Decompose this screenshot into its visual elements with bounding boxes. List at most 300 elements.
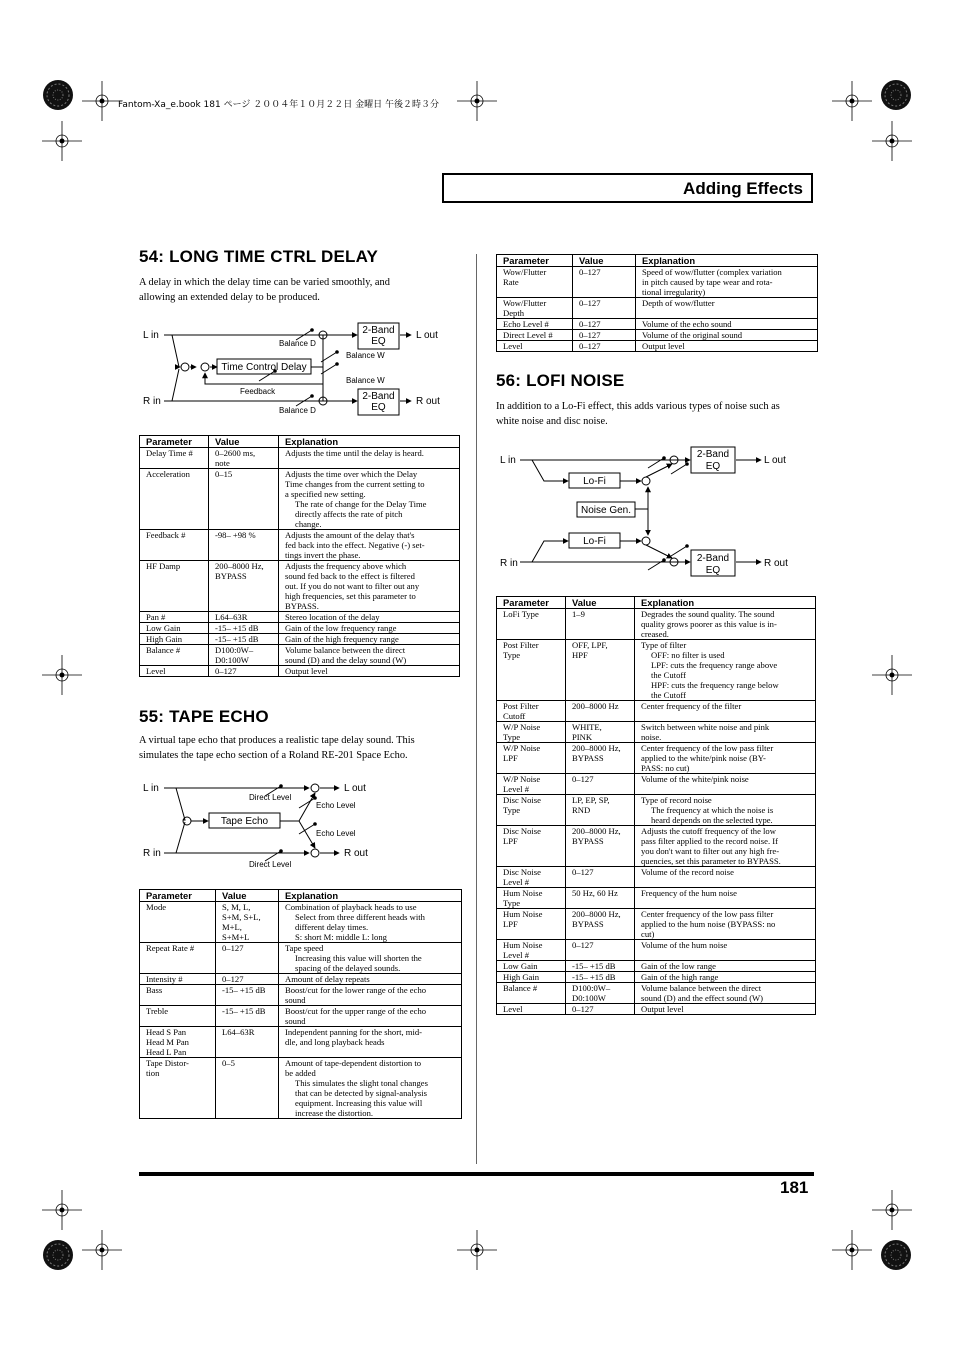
cell-line: 0–127 — [572, 1004, 594, 1014]
cell-line: Amount of tape-dependent distortion to — [285, 1058, 422, 1068]
value-cell — [209, 530, 279, 561]
value-cell — [209, 623, 279, 634]
tape-echo-block: Tape Echo — [220, 816, 269, 827]
column-header: Value — [216, 890, 279, 902]
r-in-label: R in — [143, 396, 161, 407]
cell-line: Disc Noise — [503, 867, 541, 877]
table-row — [497, 972, 816, 983]
cell-line: High Gain — [503, 972, 540, 982]
l-in-label: L in — [143, 330, 159, 341]
cell-line: 0–127 — [579, 298, 601, 308]
cell-line: sound (D) and the delay sound (W) — [285, 655, 407, 665]
cell-line: Level # — [503, 877, 530, 887]
section-55-description: A virtual tape echo that produces a realistic tape delay sound. This simulates the tape echo section of a Roland RE-201 Space Echo. — [139, 735, 415, 761]
lofi-noise-diagram — [496, 444, 816, 579]
cell-line: applied to the hum noise (BYPASS: no — [641, 919, 776, 929]
parameter-cell — [497, 722, 566, 743]
cell-line: the Cutoff — [651, 670, 686, 680]
table-row — [140, 448, 460, 469]
explanation-cell — [279, 448, 460, 469]
parameter-cell — [140, 1006, 216, 1027]
explanation-cell — [635, 701, 816, 722]
value-cell — [573, 341, 636, 352]
cell-line: tings invert the phase. — [285, 550, 361, 560]
cell-line: 0–15 — [215, 469, 233, 479]
parameter-cell — [140, 985, 216, 1006]
cell-line: be added — [285, 1068, 316, 1078]
cell-line: Wow/Flutter — [503, 267, 547, 277]
explanation-cell — [279, 666, 460, 677]
explanation-cell — [279, 623, 460, 634]
explanation-cell — [635, 940, 816, 961]
section-56-description: In addition to a Lo-Fi effect, this adds various types of noise such as white noise and disc noise. — [496, 401, 780, 427]
cell-line: -15– +15 dB — [215, 623, 259, 633]
cell-line: sound — [285, 995, 306, 1005]
table-row — [140, 974, 462, 985]
value-cell — [566, 826, 635, 867]
eq-label-top: 2-Band — [696, 449, 730, 460]
cell-line: Output level — [285, 666, 328, 676]
cell-line: -15– +15 dB — [572, 972, 616, 982]
parameter-cell — [140, 974, 216, 985]
cell-line: M+L, — [222, 922, 242, 932]
explanation-cell — [636, 319, 818, 330]
cell-line: quencies, set this parameter to BYPASS. — [641, 856, 781, 866]
eq-label-bottom: EQ — [705, 461, 721, 472]
cell-line: D0:100W — [215, 655, 249, 665]
cell-line: Increasing this value will shorten the — [295, 953, 422, 963]
cell-line: -98– +98 % — [215, 530, 256, 540]
table-row — [497, 983, 816, 1004]
explanation-cell — [279, 985, 462, 1006]
explanation-cell — [279, 1006, 462, 1027]
value-cell — [566, 640, 635, 701]
balance-d-label: Balance D — [279, 339, 316, 348]
r-out-label: R out — [416, 396, 440, 407]
tape-echo-diagram — [139, 778, 459, 873]
cell-line: Adjusts the amount of the delay that's — [285, 530, 415, 540]
l-in-label: L in — [500, 455, 516, 466]
cell-line: Output level — [642, 341, 685, 351]
cell-line: 0–127 — [579, 267, 601, 277]
cell-line: change. — [295, 519, 322, 529]
value-cell — [566, 867, 635, 888]
parameter-cell — [140, 666, 209, 677]
cell-line: Frequency of the hum noise — [641, 888, 737, 898]
cell-line: Independent panning for the short, mid- — [285, 1027, 422, 1037]
value-cell — [209, 561, 279, 612]
value-cell — [209, 448, 279, 469]
cell-line: creased. — [641, 629, 669, 639]
table-row — [497, 909, 816, 940]
l-out-label: L out — [416, 330, 438, 341]
explanation-cell — [279, 1058, 462, 1119]
cell-line: LP, EP, SP, — [572, 795, 610, 805]
eq-label-bottom: EQ — [371, 336, 386, 347]
cell-line: D100:0W– — [215, 645, 254, 655]
l-in-label: L in — [143, 783, 159, 794]
table-row — [497, 609, 816, 640]
cell-line: Type of filter — [641, 640, 687, 650]
value-cell — [566, 961, 635, 972]
cell-line: 0–127 — [222, 943, 244, 953]
value-cell — [566, 701, 635, 722]
chapter-header-box — [442, 173, 813, 203]
cell-line: LoFi Type — [503, 609, 539, 619]
parameter-cell — [497, 983, 566, 1004]
table-row — [497, 701, 816, 722]
cell-line: The frequency at which the noise is — [651, 805, 774, 815]
cell-line: Center frequency of the filter — [641, 701, 742, 711]
cell-line: Type — [503, 805, 521, 815]
cell-line: Level — [146, 666, 166, 676]
explanation-cell — [635, 972, 816, 983]
cell-line: Type — [503, 650, 521, 660]
cell-line: Volume of the echo sound — [642, 319, 732, 329]
value-cell — [566, 609, 635, 640]
cell-line: Depth — [503, 308, 525, 318]
cell-line: -15– +15 dB — [215, 634, 259, 644]
eq-label-top: 2-Band — [362, 325, 395, 336]
cell-line: 200–8000 Hz, — [572, 909, 621, 919]
cell-line: Mode — [146, 902, 167, 912]
cell-line: Volume of the original sound — [642, 330, 743, 340]
value-cell — [566, 795, 635, 826]
cell-line: Time changes from the current setting to — [285, 479, 425, 489]
cell-line: Switch between white noise and pink — [641, 722, 770, 732]
cell-line: Adjusts the cutoff frequency of the low — [641, 826, 776, 836]
cell-line: High Gain — [146, 634, 183, 644]
cell-line: 0–127 — [572, 774, 594, 784]
value-cell — [216, 1058, 279, 1119]
cell-line: Type — [503, 732, 521, 742]
cell-line: Volume balance between the direct — [285, 645, 406, 655]
cell-line: Level # — [503, 784, 530, 794]
cell-line: in pitch caused by tape wear and rota- — [642, 277, 773, 287]
cell-line: Type of record noise — [641, 795, 712, 805]
long-time-ctrl-delay-diagram — [139, 318, 459, 423]
cell-line: Rate — [503, 277, 519, 287]
print-header: Fantom-Xa_e.book 181 ページ ２００４年１０月２２日 金曜日 午後２時３分 — [118, 100, 439, 110]
value-cell — [566, 888, 635, 909]
cell-line: Volume of the white/pink noise — [641, 774, 749, 784]
cell-line: WHITE, — [572, 722, 602, 732]
balance-w-label: Balance W — [346, 351, 385, 360]
cell-line: high frequencies, set this parameter to — [285, 591, 416, 601]
footer-rule — [139, 1172, 814, 1176]
cell-line: that can be detected by signal-analysis — [295, 1088, 427, 1098]
cell-line: Repeat Rate # — [146, 943, 195, 953]
cell-line: BYPASS — [572, 753, 604, 763]
cell-line: BYPASS — [215, 571, 247, 581]
table-row — [497, 774, 816, 795]
parameter-cell — [497, 640, 566, 701]
parameter-cell — [140, 902, 216, 943]
cell-line: the Cutoff — [651, 690, 686, 700]
table-row — [140, 1006, 462, 1027]
explanation-cell — [279, 943, 462, 974]
eq2-label-bottom: EQ — [705, 565, 721, 576]
r-in-label: R in — [143, 848, 161, 859]
cell-line: tion — [146, 1068, 160, 1078]
cell-line: Type — [503, 898, 521, 908]
cell-line: Gain of the low range — [641, 961, 716, 971]
section-54-parameter-table — [139, 435, 460, 677]
explanation-cell — [279, 612, 460, 623]
table-header-row — [497, 255, 818, 267]
parameter-cell — [497, 795, 566, 826]
cell-line: 0–5 — [222, 1058, 235, 1068]
value-cell — [566, 940, 635, 961]
cell-line: applied to the white/pink noise (BY- — [641, 753, 766, 763]
cell-line: Center frequency of the low pass filter — [641, 909, 774, 919]
cell-line: 200–8000 Hz, — [572, 826, 621, 836]
cell-line: you don't want to filter out any high fre- — [641, 846, 780, 856]
cell-line: Hum Noise — [503, 888, 543, 898]
cell-line: Low Gain — [503, 961, 538, 971]
cell-line: Level # — [503, 950, 530, 960]
table-row — [497, 826, 816, 867]
direct-level-label: Direct Level — [249, 793, 292, 802]
parameter-cell — [140, 634, 209, 645]
time-control-delay-block: Time Control Delay — [221, 362, 307, 373]
column-header: Value — [209, 436, 279, 448]
value-cell — [566, 983, 635, 1004]
column-header: Parameter — [140, 436, 209, 448]
parameter-cell — [497, 774, 566, 795]
explanation-cell — [279, 974, 462, 985]
parameter-cell — [497, 743, 566, 774]
column-header: Explanation — [279, 890, 462, 902]
column-header: Explanation — [279, 436, 460, 448]
page-number: 181 — [780, 1178, 809, 1197]
value-cell — [566, 909, 635, 940]
cell-line: S, M, L, — [222, 902, 251, 912]
table-row — [140, 469, 460, 530]
cell-line: fed back into the effect. Negative (-) set- — [285, 540, 425, 550]
parameter-cell — [497, 267, 573, 298]
parameter-cell — [140, 1058, 216, 1119]
parameter-cell — [497, 909, 566, 940]
noise-gen-block: Noise Gen. — [580, 505, 632, 516]
echo-level-label-2: Echo Level — [316, 829, 356, 838]
section-54-description: A delay in which the delay time can be varied smoothly, and allowing an extended delay to be produced. — [139, 277, 390, 303]
cell-line: equipment. Increasing this value will — [295, 1098, 423, 1108]
cell-line: L64–63R — [222, 1027, 255, 1037]
cell-line: Acceleration — [146, 469, 190, 479]
column-header: Explanation — [635, 597, 816, 609]
cell-line: PASS: no cut) — [641, 763, 690, 773]
cell-line: 0–127 — [222, 974, 244, 984]
cell-line: Intensity # — [146, 974, 183, 984]
table-row — [140, 612, 460, 623]
cell-line: 0–127 — [572, 940, 594, 950]
cell-line: LPF — [503, 836, 518, 846]
value-cell — [216, 1006, 279, 1027]
table-row — [140, 1027, 462, 1058]
cell-line: Bass — [146, 985, 163, 995]
echo-level-label: Echo Level — [316, 801, 356, 810]
cell-line: D0:100W — [572, 993, 606, 1003]
cell-line: S+M, S+L, — [222, 912, 261, 922]
parameter-cell — [140, 612, 209, 623]
parameter-cell — [140, 943, 216, 974]
r-in-label: R in — [500, 558, 518, 569]
cell-line: Head M Pan — [146, 1037, 189, 1047]
cell-line: Volume of the record noise — [641, 867, 734, 877]
parameter-cell — [497, 961, 566, 972]
parameter-cell — [497, 972, 566, 983]
parameter-cell — [140, 448, 209, 469]
cell-line: S+M+L — [222, 932, 250, 942]
eq2-label-bottom: EQ — [371, 402, 386, 413]
column-header: Explanation — [636, 255, 818, 267]
cell-line: Boost/cut for the lower range of the echo — [285, 985, 427, 995]
table-row — [140, 943, 462, 974]
table-row — [497, 1004, 816, 1015]
table-row — [140, 985, 462, 1006]
section-55-title: 55: TAPE ECHO — [139, 707, 269, 726]
explanation-cell — [636, 330, 818, 341]
cell-line: Amount of delay repeats — [285, 974, 370, 984]
lofi-block: Lo-Fi — [583, 476, 606, 487]
table-row — [497, 743, 816, 774]
cell-line: PINK — [572, 732, 593, 742]
parameter-cell — [140, 469, 209, 530]
cell-line: heard depends on the selected type. — [651, 815, 773, 825]
value-cell — [216, 943, 279, 974]
cell-line: Balance # — [146, 645, 181, 655]
cell-line: -15– +15 dB — [572, 961, 616, 971]
l-out-label: L out — [344, 783, 366, 794]
balance-d-label-2: Balance D — [279, 406, 316, 415]
value-cell — [209, 666, 279, 677]
cell-line: Volume of the hum noise — [641, 940, 728, 950]
cell-line: sound (D) and the effect sound (W) — [641, 993, 764, 1003]
table-row — [140, 623, 460, 634]
cell-line: This simulates the slight tonal changes — [295, 1078, 428, 1088]
cell-line: quality grows poorer as this value is in- — [641, 619, 777, 629]
table-row — [497, 319, 818, 330]
parameter-cell — [140, 645, 209, 666]
cell-line: Post Filter — [503, 640, 539, 650]
cell-line: HF Damp — [146, 561, 181, 571]
cell-line: LPF — [503, 919, 518, 929]
table-row — [497, 722, 816, 743]
table-row — [497, 640, 816, 701]
lofi-block-2: Lo-Fi — [583, 536, 606, 547]
cell-line: directly affects the rate of pitch — [295, 509, 403, 519]
parameter-cell — [497, 826, 566, 867]
table-row — [140, 561, 460, 612]
cell-line: Delay Time # — [146, 448, 193, 458]
section-56-title: 56: LOFI NOISE — [496, 371, 625, 390]
table-row — [497, 298, 818, 319]
value-cell — [216, 902, 279, 943]
balance-w-label-2: Balance W — [346, 376, 385, 385]
cell-line: Cutoff — [503, 711, 526, 721]
cell-line: OFF, LPF, — [572, 640, 608, 650]
explanation-cell — [635, 640, 816, 701]
value-cell — [566, 743, 635, 774]
table-row — [497, 940, 816, 961]
cell-line: spacing of the delayed sounds. — [295, 963, 401, 973]
parameter-cell — [497, 341, 573, 352]
cell-line: Head S Pan — [146, 1027, 187, 1037]
section-56-parameter-table — [496, 596, 816, 1015]
cell-line: Disc Noise — [503, 795, 541, 805]
column-divider — [476, 254, 477, 1164]
explanation-cell — [279, 1027, 462, 1058]
explanation-cell — [279, 634, 460, 645]
cell-line: 200–8000 Hz — [572, 701, 619, 711]
cell-line: Echo Level # — [503, 319, 549, 329]
explanation-cell — [636, 267, 818, 298]
direct-level-label-2: Direct Level — [249, 860, 292, 869]
cell-line: 1–9 — [572, 609, 585, 619]
cell-line: sound fed back to the effect is filtered — [285, 571, 415, 581]
table-row — [140, 634, 460, 645]
cell-line: 50 Hz, 60 Hz — [572, 888, 618, 898]
value-cell — [573, 330, 636, 341]
r-out-label: R out — [764, 558, 788, 569]
explanation-cell — [635, 795, 816, 826]
column-header: Parameter — [497, 255, 573, 267]
table-row — [497, 888, 816, 909]
parameter-cell — [497, 867, 566, 888]
explanation-cell — [635, 909, 816, 940]
parameter-cell — [140, 1027, 216, 1058]
section-54-title: 54: LONG TIME CTRL DELAY — [139, 247, 379, 266]
table-row — [497, 330, 818, 341]
cell-line: a specified new setting. — [285, 489, 366, 499]
value-cell — [209, 469, 279, 530]
cell-line: S: short M: middle L: long — [295, 932, 387, 942]
value-cell — [216, 1027, 279, 1058]
cell-line: pass filter applied to the record noise. If — [641, 836, 778, 846]
cell-line: HPF — [572, 650, 588, 660]
parameter-cell — [497, 298, 573, 319]
cell-line: BYPASS — [572, 836, 604, 846]
cell-line: 0–127 — [579, 319, 601, 329]
cell-line: 0–127 — [215, 666, 237, 676]
explanation-cell — [279, 645, 460, 666]
parameter-cell — [497, 701, 566, 722]
l-out-label: L out — [764, 455, 786, 466]
cell-line: Stereo location of the delay — [285, 612, 380, 622]
cell-line: Disc Noise — [503, 826, 541, 836]
table-header-row — [497, 597, 816, 609]
explanation-cell — [636, 341, 818, 352]
cell-line: Level — [503, 341, 523, 351]
parameter-cell — [140, 623, 209, 634]
table-row — [140, 902, 462, 943]
parameter-cell — [497, 330, 573, 341]
feedback-label: Feedback — [240, 387, 276, 396]
cell-line: L64–63R — [215, 612, 248, 622]
cell-line: Select from three different heads with — [295, 912, 425, 922]
eq2-label-top: 2-Band — [362, 391, 395, 402]
value-cell — [209, 634, 279, 645]
cell-line: tional irregularity) — [642, 287, 706, 297]
cell-line: D100:0W– — [572, 983, 611, 993]
cell-line: Head L Pan — [146, 1047, 187, 1057]
cell-line: Depth of wow/flutter — [642, 298, 715, 308]
cell-line: LPF: cuts the frequency range above — [651, 660, 778, 670]
cell-line: Feedback # — [146, 530, 186, 540]
chapter-title: Adding Effects — [683, 179, 803, 198]
explanation-cell — [635, 888, 816, 909]
